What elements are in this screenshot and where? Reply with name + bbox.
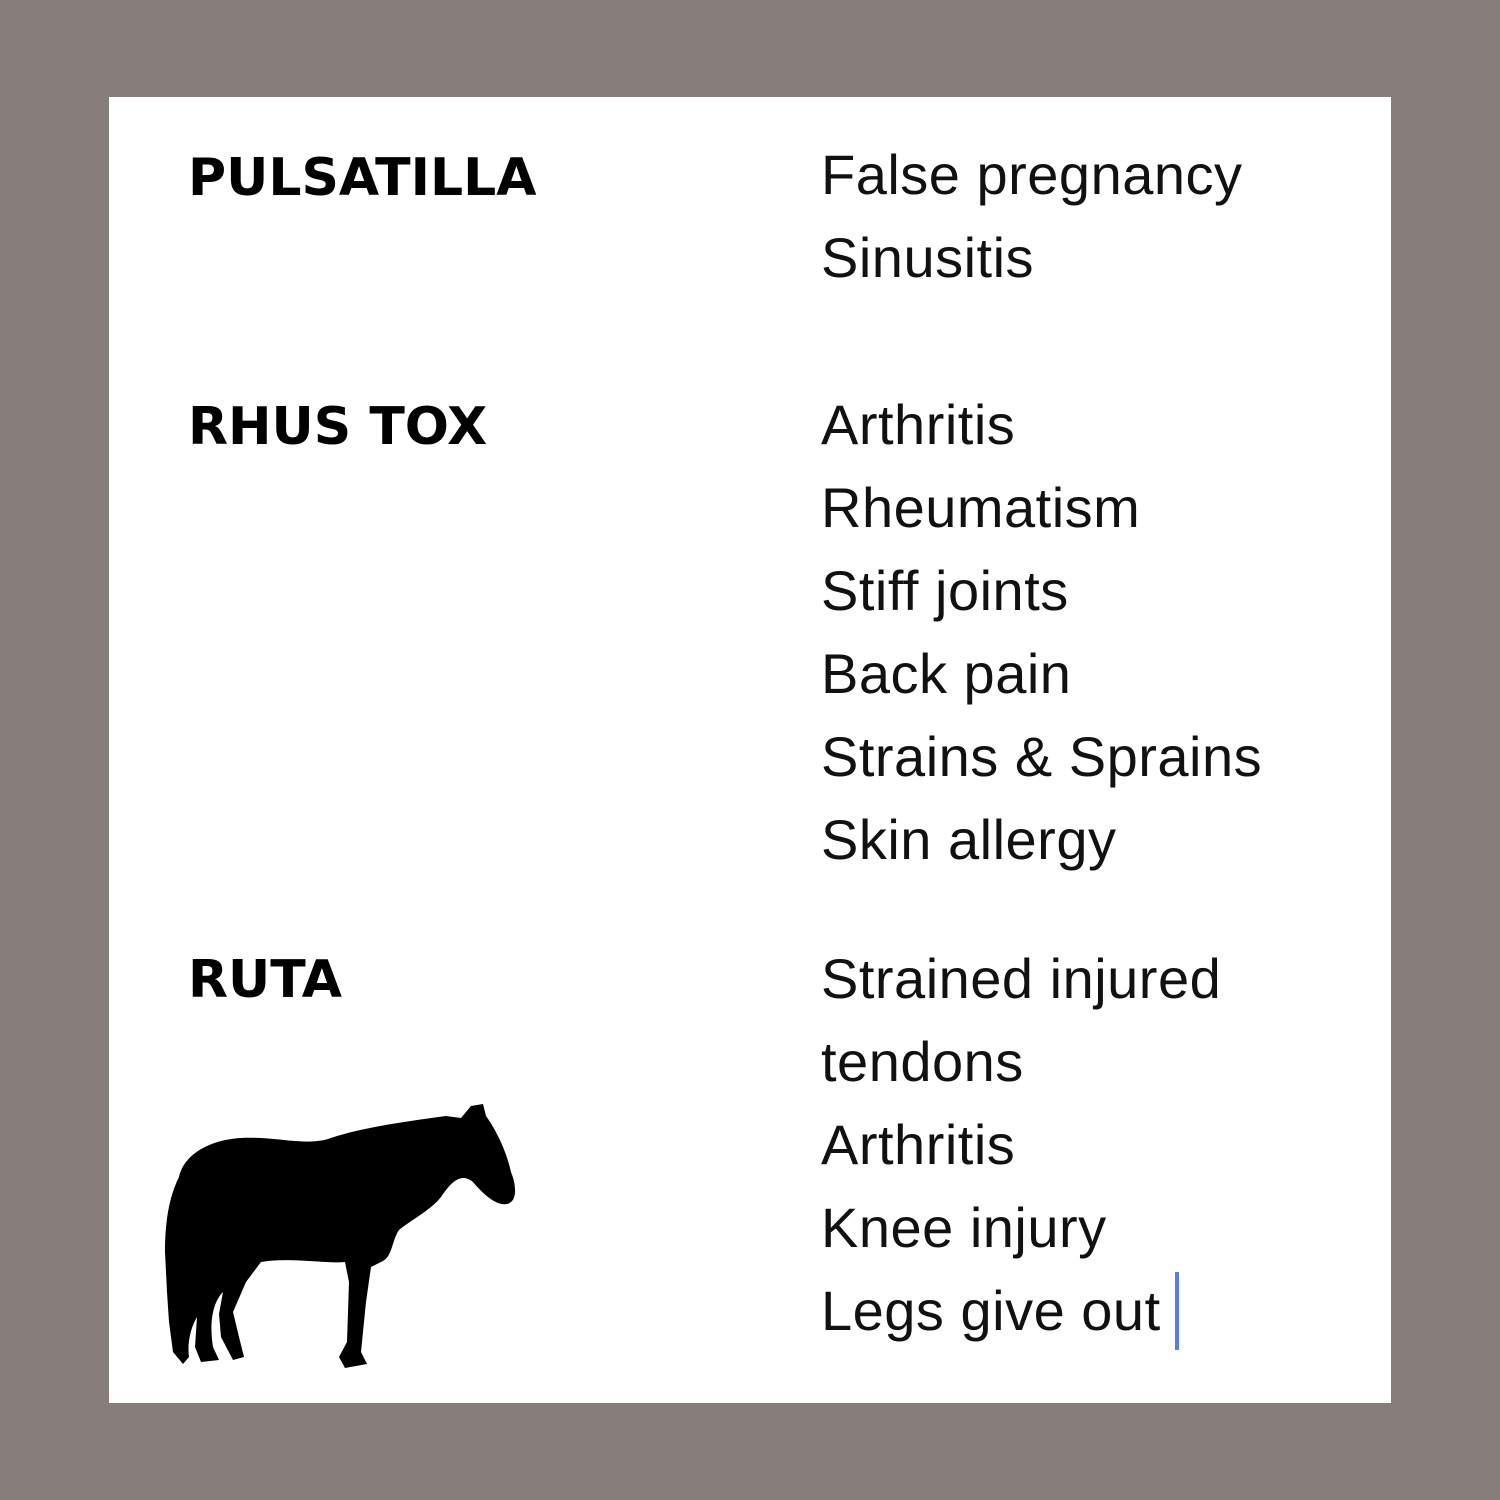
use-item: Back pain xyxy=(821,642,1072,705)
remedy-uses-ruta xyxy=(821,937,1221,1354)
remedy-name-ruta: RUTA xyxy=(188,950,342,1010)
horse-silhouette-icon xyxy=(161,1102,521,1372)
remedy-name-pulsatilla: PULSATILLA xyxy=(188,148,537,208)
use-item: Strained injured xyxy=(821,947,1222,1010)
remedy-name-rhus-tox: RHUS TOX xyxy=(188,397,488,457)
use-item: tendons xyxy=(821,1030,1024,1093)
use-item: Stiff joints xyxy=(821,559,1069,622)
use-item: Strains & Sprains xyxy=(821,725,1263,788)
remedy-card xyxy=(109,97,1391,1403)
use-item: Skin allergy xyxy=(821,808,1117,871)
text-caret xyxy=(1175,1272,1179,1350)
use-item: Rheumatism xyxy=(821,476,1141,539)
use-item: Arthritis xyxy=(821,393,1016,456)
use-item-last[interactable] xyxy=(821,1269,1221,1354)
remedy-uses-pulsatilla xyxy=(821,133,1243,299)
use-item-text: Legs give out xyxy=(821,1279,1161,1342)
remedy-uses-rhus-tox xyxy=(821,383,1262,881)
use-item: Arthritis xyxy=(821,1113,1016,1176)
use-item: Sinusitis xyxy=(821,226,1035,289)
use-item: False pregnancy xyxy=(821,143,1243,206)
use-item: Knee injury xyxy=(821,1196,1107,1259)
